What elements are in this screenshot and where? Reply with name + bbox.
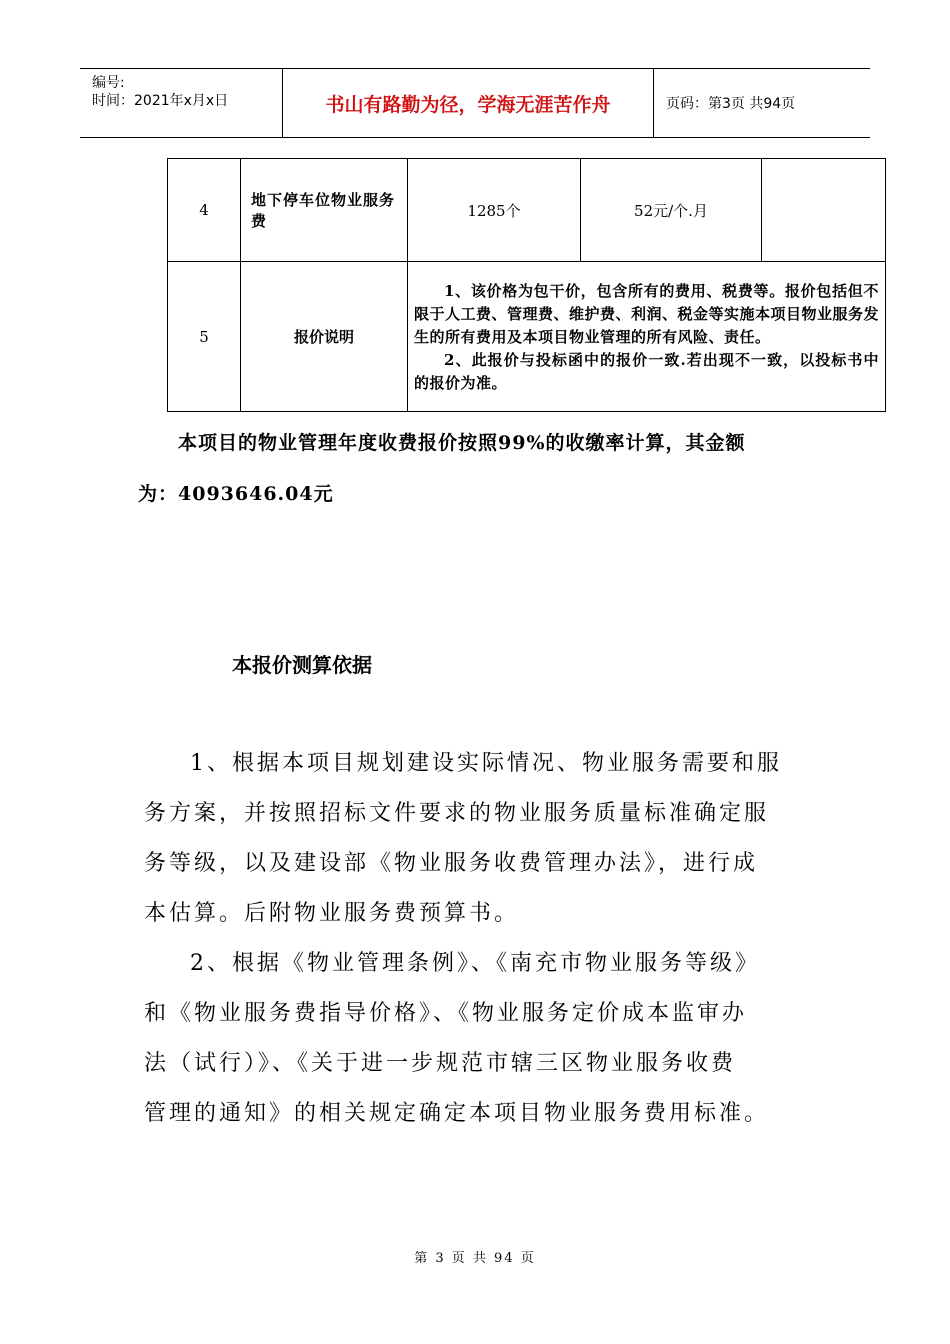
paragraph-2-line: 和《物业服务费指导价格》、《物业服务定价成本监审办	[144, 1001, 748, 1026]
row-item-name: 地下停车位物业服务费	[241, 159, 408, 262]
paragraph-2-line: 2、根据《物业管理条例》、《南充市物业服务等级》	[190, 951, 760, 976]
paragraph-1-line: 1、根据本项目规划建设实际情况、物业服务需要和服	[190, 751, 782, 776]
table-row	[168, 262, 886, 412]
row-number: 4	[168, 159, 241, 262]
row-number: 5	[168, 262, 241, 412]
paragraph-2-line: 管理的通知》的相关规定确定本项目物业服务费用标准。	[144, 1101, 770, 1126]
page-header	[80, 68, 870, 138]
header-meta	[80, 69, 283, 137]
row-item-name: 报价说明	[241, 262, 408, 412]
row-empty-cell	[762, 159, 886, 262]
row-quantity: 1285个	[408, 159, 581, 262]
paragraph-2-line: 法（试行）》、《关于进一步规范市辖三区物业服务收费	[144, 1051, 737, 1076]
page-footer: 第 3 页 共 94 页	[414, 1251, 536, 1266]
header-number-label: 编号:	[92, 75, 125, 91]
section-heading: 本报价测算依据	[232, 653, 372, 677]
quote-description	[408, 262, 886, 412]
summary-line-2: 为：4093646.04元	[138, 483, 334, 505]
header-slogan: 书山有路勤为径，学海无涯苦作舟	[283, 69, 654, 137]
paragraph-1-line: 本估算。后附物业服务费预算书。	[144, 901, 520, 926]
quote-description-p1: 1、该价格为包干价，包含所有的费用、税费等。报价包括但不限于人工费、管理费、维护费、利润、税金等实施本项目物业服务发生的所有费用及本项目物业管理的所有风险、责任。	[414, 282, 880, 346]
paragraph-1-line: 务等级，以及建设部《物业服务收费管理办法》，进行成	[144, 851, 759, 876]
summary-line-1: 本项目的物业管理年度收费报价按照99%的收缴率计算，其金额	[178, 432, 746, 454]
quote-description-p2: 2、此报价与投标函中的报价一致.若出现不一致，以投标书中的报价为准。	[414, 351, 879, 392]
fee-table	[167, 158, 886, 412]
header-time-label: 时间：2021年x月x日	[92, 93, 229, 109]
header-page-code: 页码：第3页 共94页	[666, 96, 796, 112]
paragraph-1-line: 务方案，并按照招标文件要求的物业服务质量标准确定服	[144, 801, 770, 826]
table-row	[168, 159, 886, 262]
row-unit-price: 52元/个.月	[581, 159, 762, 262]
